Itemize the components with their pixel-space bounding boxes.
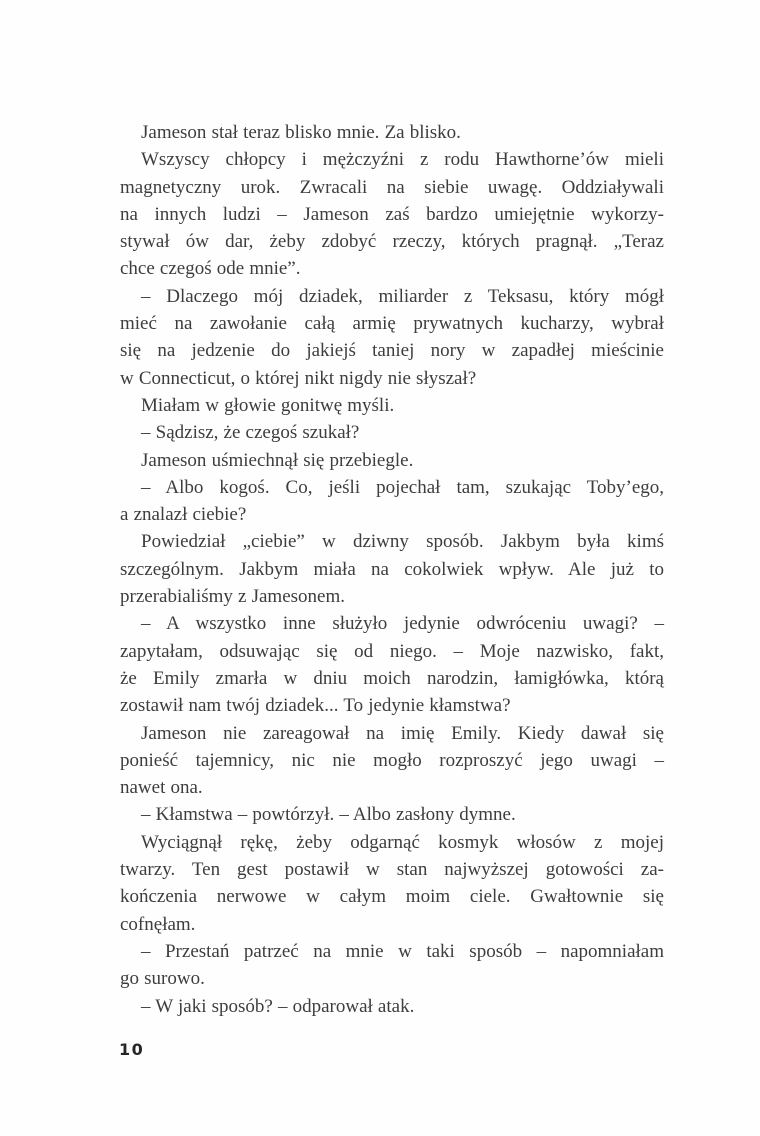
- text-line: się na jedzenie do jakiejś taniej nory w zapadłej mieścinie: [120, 340, 664, 362]
- text-line: szczególnym. Jakbym miała na cokolwiek wpływ. Ale już to: [120, 558, 664, 580]
- paragraph: [120, 528, 664, 610]
- text-line: zapytałam, odsuwając się od niego. – Moje nazwisko, fakt,: [120, 640, 664, 662]
- text-line: Wszyscy chłopcy i mężczyźni z rodu Hawthorne’ów mieli: [141, 149, 664, 171]
- text-line: – Kłamstwa – powtórzył. – Albo zasłony dymne.: [141, 804, 516, 826]
- text-line: nawet ona.: [120, 777, 203, 799]
- text-line: – Sądzisz, że czegoś szukał?: [141, 422, 360, 444]
- paragraph: [120, 938, 664, 993]
- paragraph: [120, 146, 664, 282]
- text-line: Powiedział „ciebie” w dziwny sposób. Jakbym była kimś: [141, 531, 664, 553]
- paragraph: [120, 283, 664, 392]
- text-line: – Dlaczego mój dziadek, miliarder z Teksasu, który mógł: [141, 285, 664, 307]
- page-text: [120, 119, 664, 1020]
- text-line: kończenia nerwowe w całym moim ciele. Gwałtownie się: [120, 886, 664, 908]
- text-line: mieć na zawołanie całą armię prywatnych kucharzy, wybrał: [120, 313, 664, 335]
- text-line: Jameson nie zareagował na imię Emily. Kiedy dawał się: [141, 722, 664, 744]
- text-line: – W jaki sposób? – odparował atak.: [141, 995, 415, 1017]
- paragraph: [120, 392, 664, 419]
- text-line: – A wszystko inne służyło jedynie odwróceniu uwagi? –: [141, 613, 664, 635]
- paragraph: [120, 720, 664, 802]
- text-line: w Connecticut, o której nikt nigdy nie słyszał?: [120, 367, 477, 389]
- text-line: przerabialiśmy z Jamesonem.: [120, 586, 345, 608]
- text-line: Jameson uśmiechnął się przebiegle.: [141, 449, 414, 471]
- text-line: że Emily zmarła w dniu moich narodzin, łamigłówka, którą: [120, 667, 664, 689]
- text-line: na innych ludzi – Jameson zaś bardzo umiejętnie wykorzy-: [120, 203, 664, 225]
- text-line: Jameson stał teraz blisko mnie. Za blisko.: [141, 122, 461, 143]
- text-line: go surowo.: [120, 968, 205, 990]
- text-line: ponieść tajemnicy, nic nie mogło rozproszyć jego uwagi –: [120, 749, 664, 771]
- paragraph: [120, 829, 664, 938]
- paragraph: [120, 474, 664, 529]
- text-line: Miałam w głowie gonitwę myśli.: [141, 394, 395, 416]
- text-line: twarzy. Ten gest postawił w stan najwyższej gotowości za-: [120, 859, 664, 881]
- text-line: cofnęłam.: [120, 913, 196, 935]
- paragraph: [120, 801, 664, 828]
- text-line: zostawił nam twój dziadek... To jedynie kłamstwa?: [120, 695, 511, 717]
- text-line: – Przestań patrzeć na mnie w taki sposób – napomniałam: [141, 940, 664, 962]
- text-line: a znalazł ciebie?: [120, 504, 247, 526]
- text-line: stywał ów dar, żeby zdobyć rzeczy, których pragnął. „Teraz: [120, 231, 664, 253]
- text-line: Wyciągnął rękę, żeby odgarnąć kosmyk włosów z mojej: [141, 831, 664, 853]
- text-line: – Albo kogoś. Co, jeśli pojechał tam, szukając Toby’ego,: [141, 476, 664, 498]
- text-line: magnetyczny urok. Zwracali na siebie uwagę. Oddziaływali: [120, 176, 664, 198]
- page-number: 10: [119, 1040, 145, 1059]
- paragraph: [120, 419, 664, 446]
- paragraph: [120, 119, 664, 146]
- text-line: chce czegoś ode mnie”.: [120, 258, 301, 280]
- paragraph: [120, 610, 664, 719]
- paragraph: [120, 447, 664, 474]
- paragraph: [120, 993, 664, 1020]
